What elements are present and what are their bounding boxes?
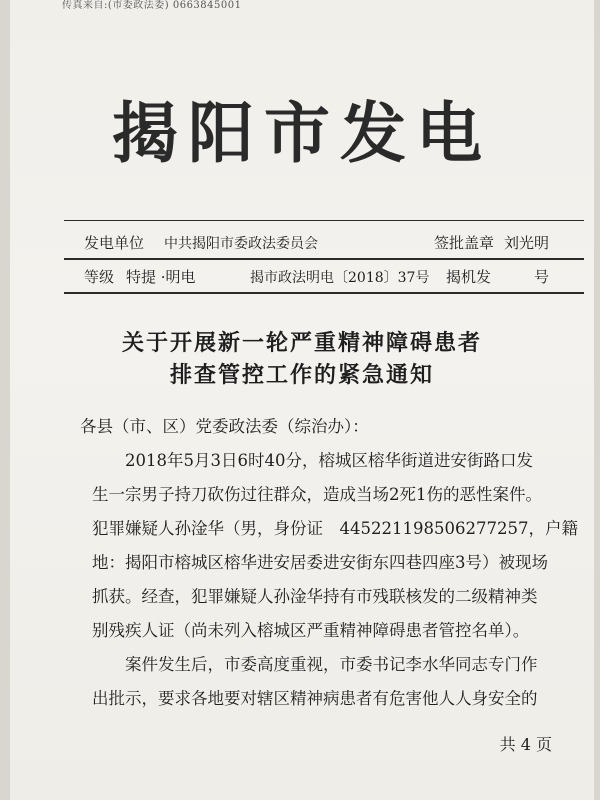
- sign-name: 刘光明: [504, 234, 550, 252]
- body-line: 出批示，要求各地要对辖区精神病患者有危害他人人身安全的: [92, 689, 538, 708]
- fax-header: 传真来自:(市委政法委) 0663845001: [62, 0, 242, 11]
- divider-middle: [64, 258, 584, 260]
- sign-label: 签批盖章: [434, 234, 495, 252]
- body-line: 地：揭阳市榕城区榕华进安居委进安街东四巷四座3号）被现场: [92, 553, 548, 572]
- body-line: 案件发生后，市委高度重视，市委书记李水华同志专门作: [92, 655, 538, 674]
- banner-title: 揭阳市发电: [112, 95, 492, 172]
- doc-title-line2: 排查管控工作的紧急通知: [169, 362, 434, 388]
- document-page: [10, 0, 594, 800]
- sender-value: 中共揭阳市委政法委员会: [164, 236, 318, 252]
- body-line: 抓获。经查，犯罪嫌疑人孙淦华持有市残联核发的二级精神类: [92, 587, 538, 606]
- number-label: 号: [534, 268, 550, 286]
- addressee: 各县（市、区）党委政法委（综治办）：: [80, 417, 369, 436]
- doc-title-line1: 关于开展新一轮严重精神障碍患者: [121, 330, 482, 356]
- sender-label: 发电单位: [84, 234, 145, 252]
- fax-issue: 揭机发: [446, 268, 492, 286]
- doc-number: 揭市政法明电〔2018〕37号: [250, 270, 430, 286]
- page-count: 共 4 页: [499, 735, 552, 754]
- body-line: 生一宗男子持刀砍伤过往群众，造成当场2死1伤的恶性案件。: [92, 485, 542, 504]
- body-line: 别残疾人证（尚未列入榕城区严重精神障碍患者管控名单）。: [92, 621, 530, 640]
- divider-bottom: [64, 292, 584, 294]
- body-line: 2018年5月3日6时40分，榕城区榕华街道进安街路口发: [92, 451, 533, 470]
- level-label: 等级: [84, 268, 115, 286]
- body-line: 犯罪嫌疑人孙淦华（男，身份证 445221198506277257，户籍: [92, 519, 578, 538]
- divider-top: [64, 220, 584, 221]
- level-value: 特提 ·明电: [126, 268, 196, 286]
